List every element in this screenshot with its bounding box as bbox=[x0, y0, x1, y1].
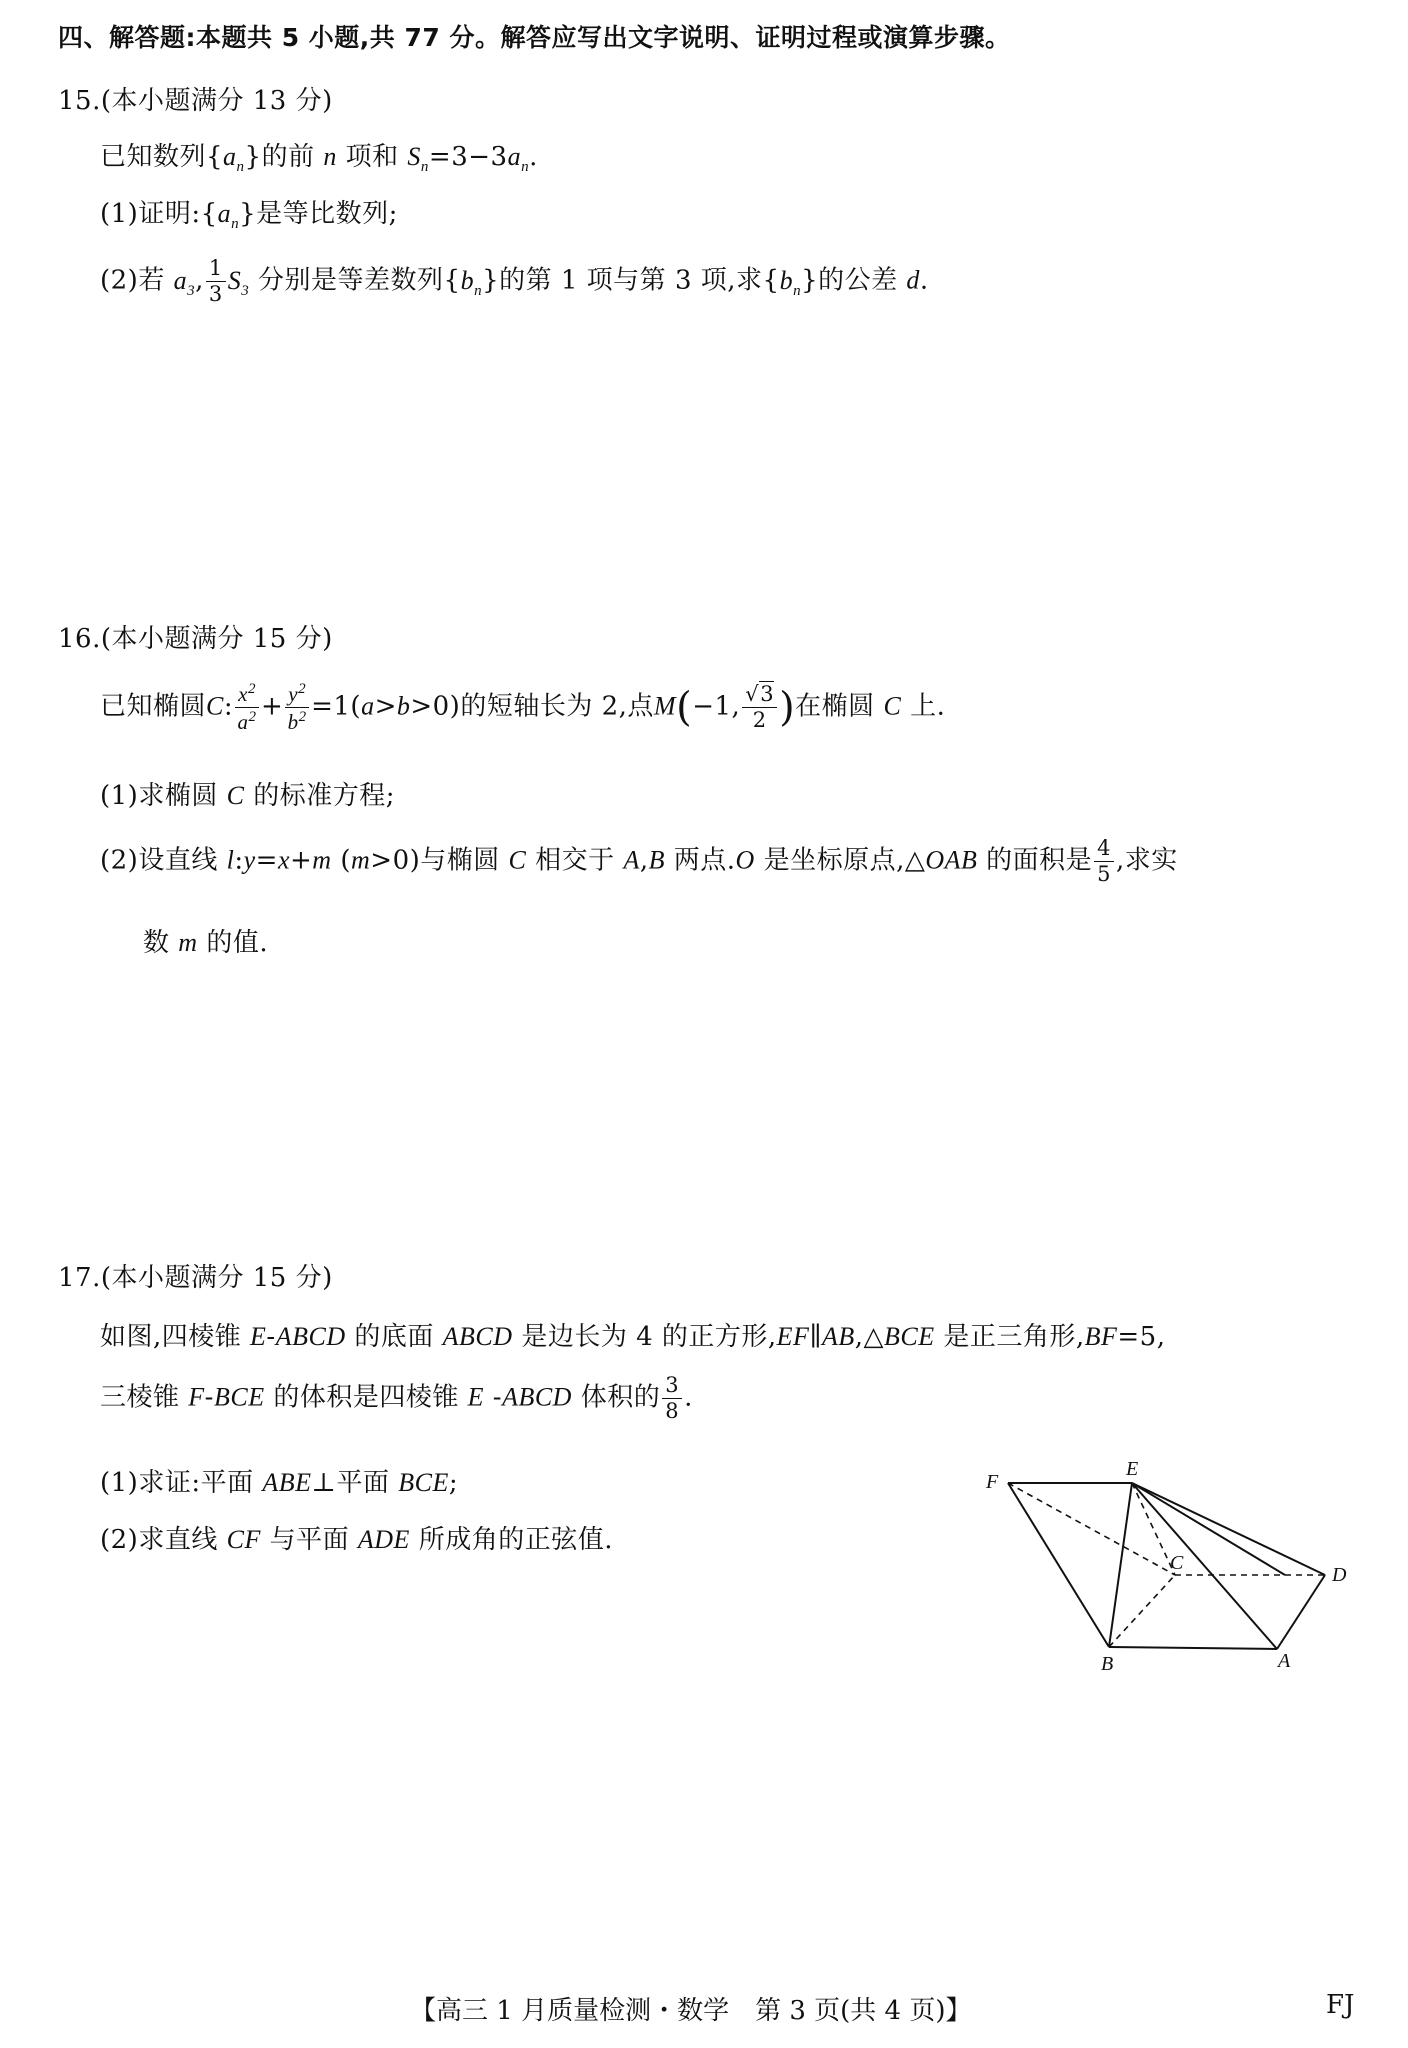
edge-fb bbox=[1008, 1483, 1109, 1647]
edge-ed-full bbox=[1132, 1483, 1325, 1575]
q16-part2-line2: 数 m 的值. bbox=[143, 928, 269, 958]
q17-line1: 如图,四棱锥 E-ABCD 的底面 ABCD 是边长为 4 的正方形,EF∥AB,△BCE 是正三角形,BF=5, bbox=[100, 1322, 1166, 1352]
q15-part1: (1)证明$:\{a_n\}$是等比数列; bbox=[100, 199, 398, 233]
footer-title: 【高三 1 月质量检测・数学 第 3 页(共 4 页)】 bbox=[410, 1996, 972, 2026]
label-b: B bbox=[1101, 1653, 1114, 1675]
edge-ed bbox=[1132, 1483, 1285, 1575]
q16-label: 16.(本小题满分 15 分) bbox=[58, 624, 333, 654]
q15-label: 15.(本小题满分 13 分) bbox=[58, 86, 333, 116]
q16-stem: 已知椭圆C: $\frac{x^2}{a^2}$ + $\frac{y^2}{b^2}$ =1(a>b>0)的短轴长为 2,点M(−1, $\frac{√3}{2}$ )在椭圆 C 上. bbox=[100, 681, 946, 734]
section-heading: 四、解答题:本题共 5 小题,共 77 分。解答应写出文字说明、证明过程或演算步骤。 bbox=[58, 23, 1011, 52]
edge-ea bbox=[1132, 1483, 1277, 1649]
q17-part2: (2)求直线 CF 与平面 ADE 所成角的正弦值. bbox=[100, 1525, 613, 1555]
label-f: F bbox=[986, 1471, 999, 1493]
label-a: A bbox=[1278, 1650, 1291, 1672]
q17-part1: (1)求证:平面 ABE⊥平面 BCE; bbox=[100, 1468, 459, 1498]
edge-ad bbox=[1277, 1575, 1325, 1649]
q17-line2: 三棱锥 F-BCE 的体积是四棱锥 E -ABCD 体积的 $\frac{3}{8}$ . bbox=[100, 1373, 693, 1423]
pyramid-figure bbox=[980, 1455, 1370, 1695]
edge-ba bbox=[1109, 1647, 1277, 1649]
edge-eb bbox=[1109, 1483, 1132, 1647]
q16-part2: (2)设直线 l:y=x+m (m>0)与椭圆 C 相交于 A,B 两点.O 是坐标原点,△OAB 的面积是 $\frac{4}{5}$ ,求实 bbox=[100, 836, 1178, 886]
q17-label: 17.(本小题满分 15 分) bbox=[58, 1263, 333, 1293]
q16-part1: (1)求椭圆 C 的标准方程; bbox=[100, 781, 395, 811]
footer-code: FJ bbox=[1326, 1990, 1355, 2020]
label-d: D bbox=[1332, 1564, 1347, 1586]
edge-bc bbox=[1109, 1575, 1175, 1647]
label-c: C bbox=[1170, 1552, 1184, 1574]
label-e: E bbox=[1126, 1458, 1139, 1480]
q15-stem: 已知数列$\{a_n\}$的前 n 项和 $S_n=3-3a_n$. bbox=[100, 142, 538, 176]
edge-fc bbox=[1008, 1483, 1175, 1575]
q15-part2: (2)若 $a_3$, $\frac{1}{3}$ $S_3$ 分别是等差数列$\{b_n\}$的第 1 项与第 3 项,求$\{b_n\}$的公差 d. bbox=[100, 256, 929, 306]
